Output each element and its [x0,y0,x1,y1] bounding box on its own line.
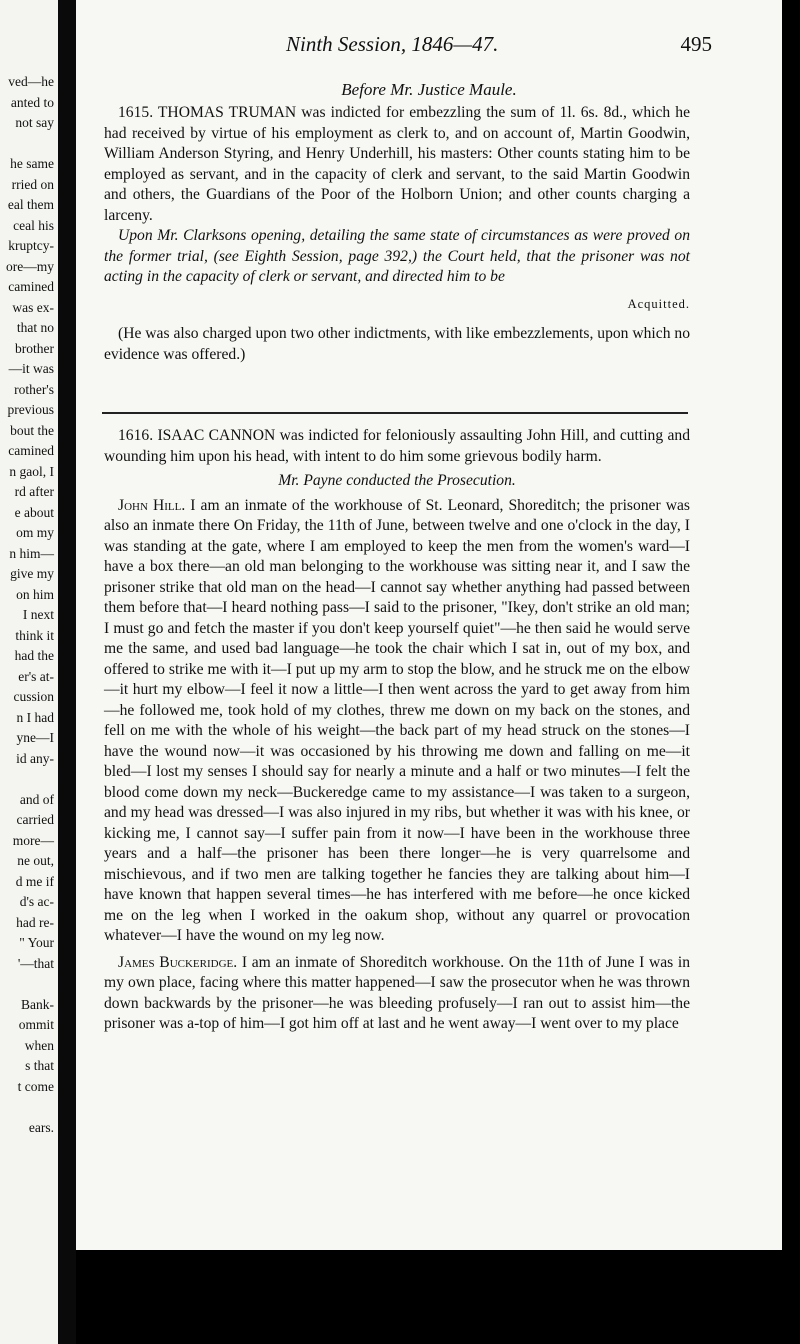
witness-name-john-hill: John Hill. [118,496,186,514]
facing-page-fragment-line: ears. [28,1119,54,1135]
facing-page-fragment-line: and of [19,791,54,807]
john-hill-testimony-text: I am an inmate of the workhouse of St. Leonard, Shoreditch; the prisoner was also an inmate there On Friday, the 11th of June, between twelve and one o'clock in the day, I was standing at the gate, where I am employed to keep the men from the women's ward—I have a box there—an old man belonging to the workhouse was sitting near it, and I saw the prisoner strike that old man on the head—I cannot say whether anything had passed between them before that—I heard nothing pass—I said to the prisoner, "Ikey, don't strike an old man; I must go and fetch the master if you don't keep yourself quiet"—he then said he would serve me the same, and used bad language—he took the chair which I sat in, out of my box, and offered to strike me with it—I put up my arm to stop the blow, and he struck me on the elbow—it hurt my elbow—I feel it now a little—I then went across the yard to get away from him—he followed me, took hold of my clothes, threw me down on my back on the stones, and fell on me with the whole of his weight—the back part of my head struck on the stones—I have the wound now—it was occasioned by his throwing me down and falling on me—it bled—I lost my senses I should say for nearly a minute and a half or two minutes—I felt the blood come down my neck—Buckeredge came to my assistance—I was taken to a surgeon, and my head was dressed—I was also injured in my ribs, but whether it was with his knee, or kicking me, I cannot say—I suffer pain from it now—I have been in the workhouse three years and a half—the prisoner has been there longer—he is very quarrelsome and mischievous, and if two men are talking together he fancies they are talking about him—I have known that happen several times—he has interfered with me before—he once kicked me on the leg when I worked in the oakum shop, without any quarrel or provocation whatever—I have the wound on my leg now. [104,496,690,944]
facing-page-fragment-line: ceal his [13,217,54,233]
buckeridge-testimony [104,953,690,1035]
facing-page-fragment-line: " Your [19,935,54,950]
facing-page-fragment-line: he same [10,156,54,171]
case-1616-indictment: 1616. ISAAC CANNON was indicted for feloniously assaulting John Hill, and cutting and wounding him upon his head, with intent to do him some grievous bodily harm. [104,427,690,465]
page-number: 495 [680,32,712,56]
facing-page-fragment-line: id any- [16,750,54,766]
facing-page-fragment-line: ne out, [17,853,54,868]
facing-page-fragment-line: camined [8,279,54,294]
facing-page-fragment-line: n gaol, I [9,463,54,479]
facing-page-fragment-line: brother [15,340,54,356]
facing-page-fragment-line: kruptcy- [8,238,54,253]
facing-page-fragment-line: was ex- [12,299,54,315]
facing-page-fragment-line: when [24,1037,54,1053]
facing-page-fragment [0,0,58,1344]
facing-page-fragment-line: previous [7,402,54,417]
facing-page-fragment-line: e about [14,504,54,520]
facing-page-fragment-line: anted to [10,94,54,110]
judge-line: Before Mr. Justice Maule. [341,80,517,99]
facing-page-fragment-line: camined [8,443,54,458]
facing-page-fragment-line: cussion [13,689,54,704]
facing-page-fragment-line: d's ac- [19,894,54,909]
facing-page-fragment-line: rried on [11,176,54,192]
facing-page-fragment-line: more— [12,832,54,848]
running-head-title: Ninth Session, 1846—47. [286,32,499,56]
facing-page-fragment-line: '—that [17,955,54,971]
case-1616 [104,426,690,1035]
facing-page-fragment-line: eal them [7,197,54,212]
facing-page-fragment-line: d me if [15,873,54,889]
document-page [76,0,782,1250]
verdict-acquitted: Acquitted. [627,296,690,311]
facing-page-fragment-line: ore—my [6,258,54,274]
facing-page-fragment-line: —it was [8,361,54,376]
facing-page-fragment-line: that no [16,320,54,335]
john-hill-testimony [104,496,690,947]
facing-page-fragment-line: t come [17,1078,54,1094]
scan-border [76,1250,782,1344]
facing-page-fragment-line: ved—he [8,74,54,89]
facing-page-fragment-line: s that [25,1058,54,1073]
facing-page-fragment-line: bout the [10,422,54,438]
case-1615 [104,103,690,365]
section-rule [102,412,688,414]
facing-page-fragment-line: er's at- [18,668,54,684]
prosecution-heading: Mr. Payne conducted the Prosecution. [278,472,516,489]
buckeridge-testimony-text: I am an inmate of Shoreditch workhouse. On the 11th of June I was in my own place, facing where this matter happened—I saw the prosecutor when he was thrown down backwards by the prisoner—he was bleeding profusely—I ran out to assist him—the prisoner was a-top of him—I got him off at last and he went away—I went over to my place [104,953,691,1032]
facing-page-fragment-line: yne—I [16,730,54,745]
facing-page-fragment-line: Bank- [21,996,54,1012]
facing-page-fragment-line: n him— [9,545,54,561]
facing-page-fragment-line: had re- [16,914,54,930]
facing-page-fragment-line: on him [16,586,54,602]
facing-page-fragment-line: n I had [16,709,54,725]
facing-page-fragment-line: had the [14,648,54,663]
facing-page-fragment-line: om my [16,525,54,540]
facing-page-fragment-line: carried [16,812,54,827]
facing-page-fragment-line: I next [22,607,54,622]
page-edge [782,0,800,1344]
book-gutter [58,0,76,1344]
case-1615-court-held: Upon Mr. Clarksons opening, detailing the same state of circumstances as were proved on the former trial, (see Eighth Session, page 392,) the Court held, that the prisoner was not acting in the capacity of clerk or servant, and directed him to be [104,227,690,285]
facing-page-fragment-line: give my [10,566,54,581]
case-1615-indictment: 1615. THOMAS TRUMAN was indicted for embezzling the sum of 1l. 6s. 8d., which he had received by virtue of his employment as clerk to, and on account of, Martin Goodwin, William Anderson Styring, and Henry Underhill, his masters: Other counts stating him to be employed as servant, and in the capacity of clerk and servant, to the said Martin Goodwin and others, the Guardians of the Poor of the Holborn Union; and other counts charging a larceny. [104,104,690,224]
facing-page-fragment-line: rd after [14,484,54,499]
facing-page-fragment-line: think it [15,627,54,643]
running-head [76,32,782,62]
facing-page-fragment-line: ommit [18,1017,54,1032]
case-1615-note: (He was also charged upon two other indictments, with like embezzlements, upon which no evidence was offered.) [104,325,690,363]
witness-name-buckeridge: James Buckeridge. [118,953,238,971]
facing-page-fragment-line: rother's [14,381,54,397]
facing-page-fragment-line: not say [15,115,54,130]
